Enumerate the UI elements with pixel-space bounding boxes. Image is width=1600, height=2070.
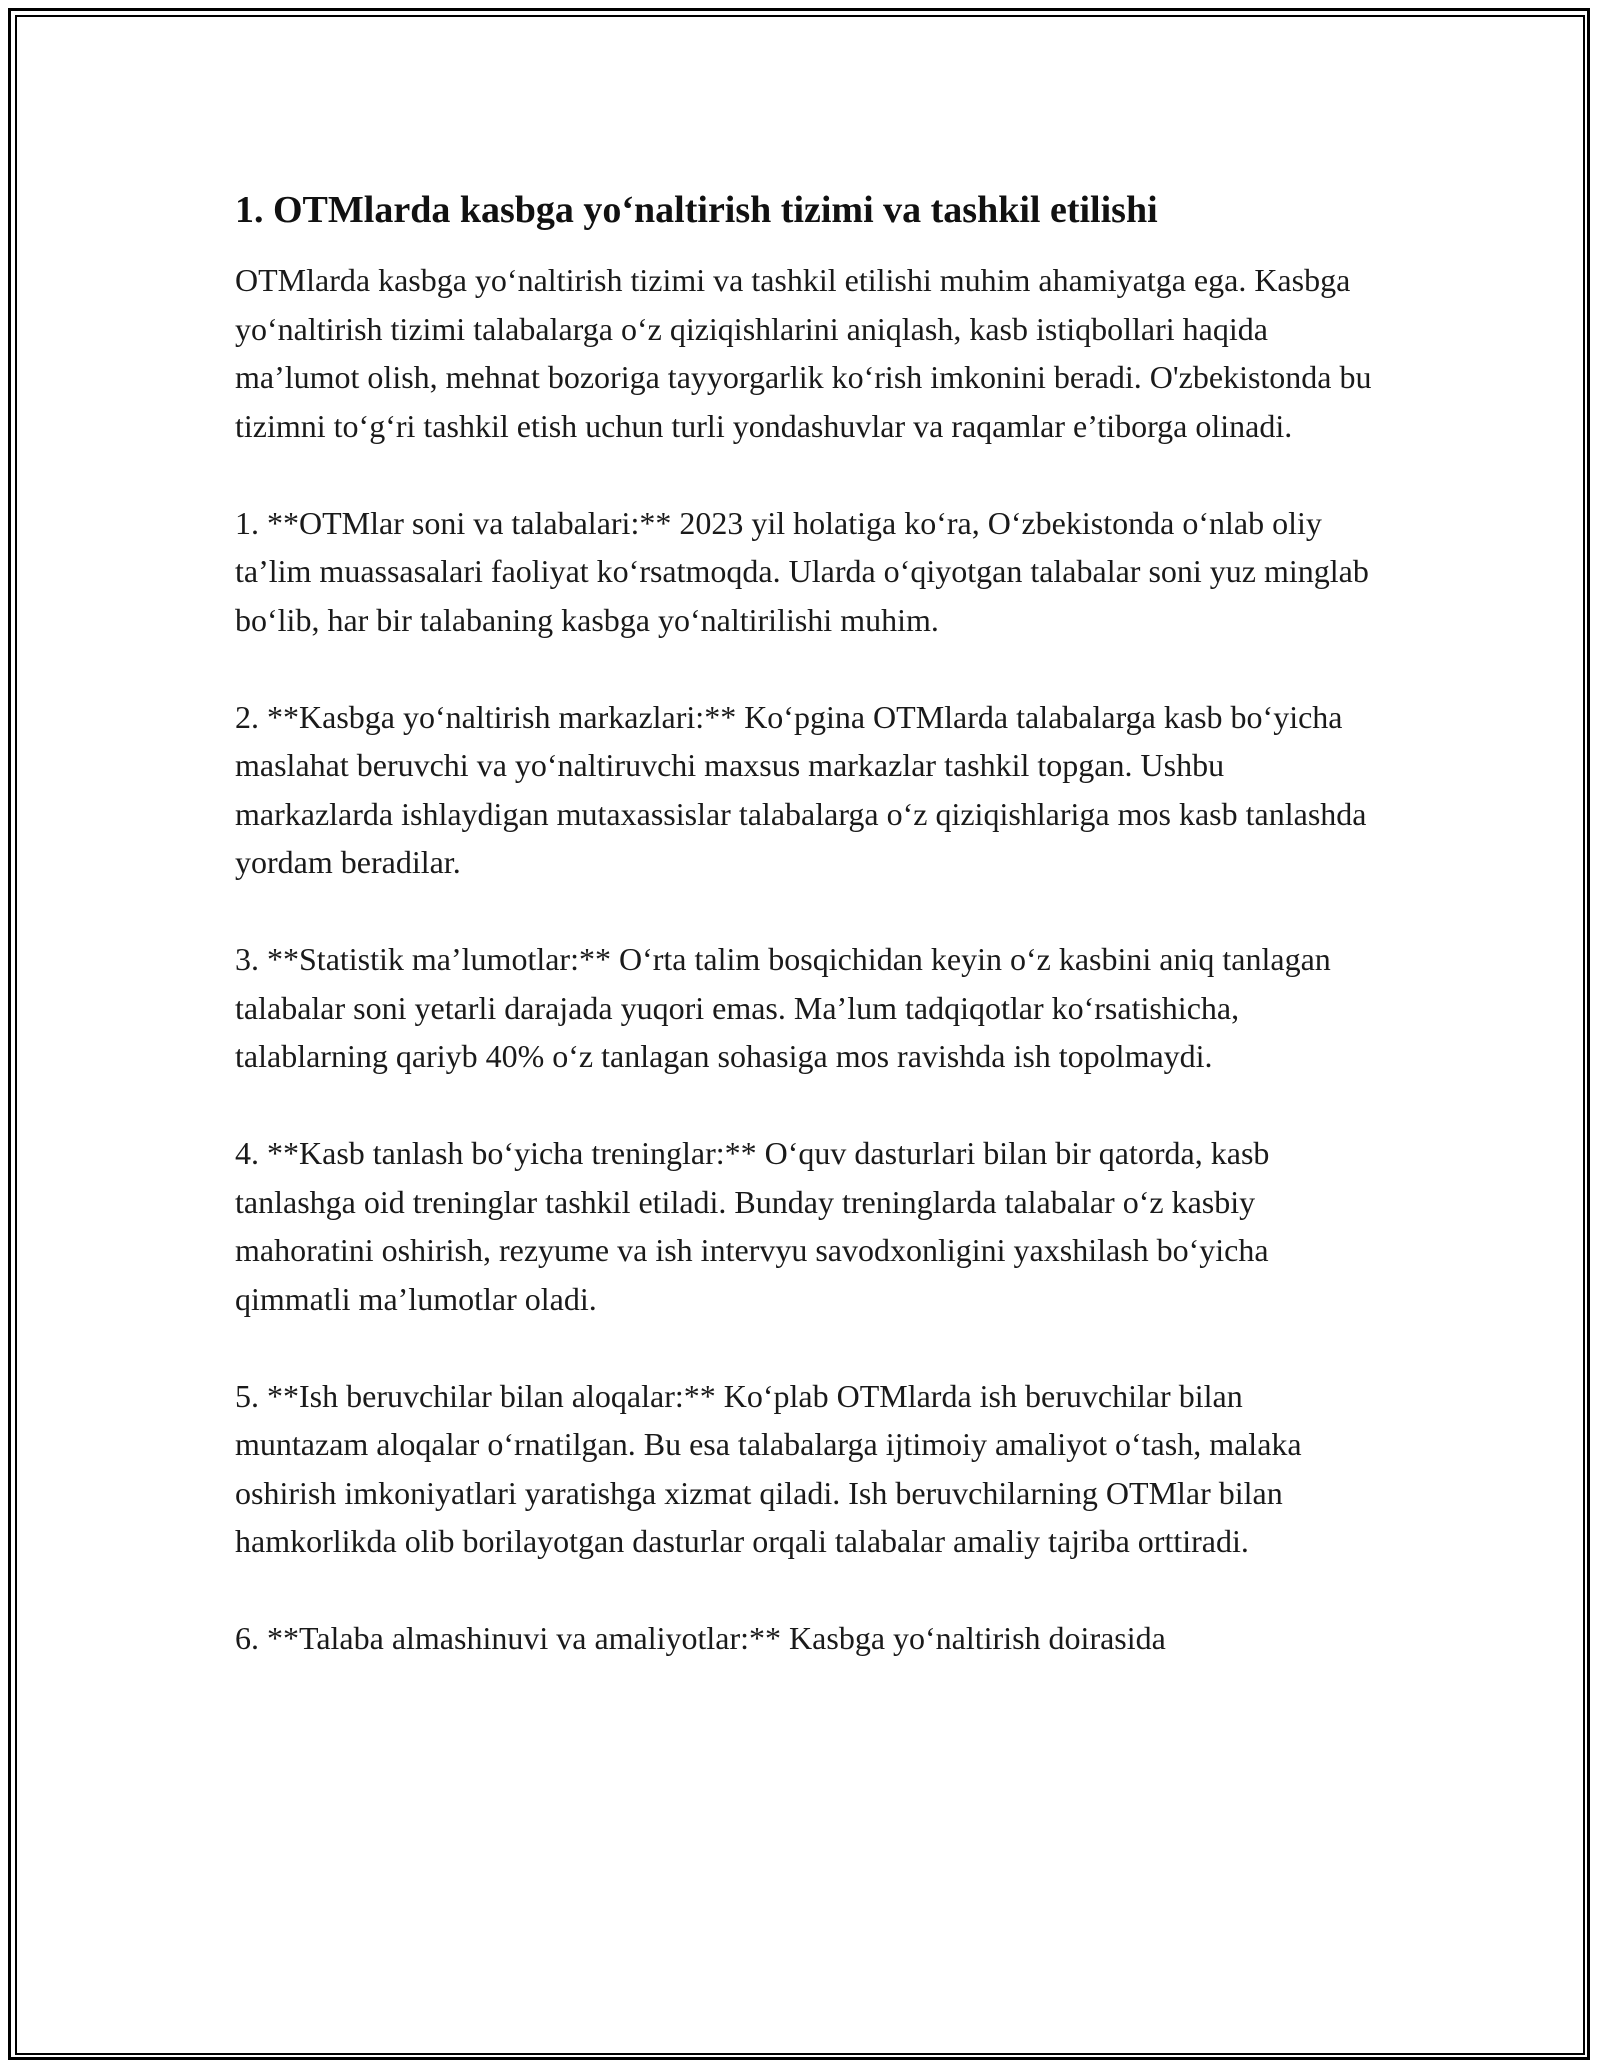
list-item-guidance-centers: 2. **Kasbga yo‘naltirish markazlari:** Ko‘pgina OTMlarda talabalarga kasb bo‘yicha maslahat beruvchi va yo‘naltiruvchi maxsus markazlar tashkil topgan. Ushbu markazlarda ishlaydigan mutaxassislar talabalarga o‘z qiziqishlariga mos kasb tanlashda yordam beradilar. [235,698,1367,880]
list-item-otm-count: 1. **OTMlar soni va talabalari:** 2023 yil holatiga ko‘ra, O‘zbekistonda o‘nlab oliy ta’lim muassasalari faoliyat ko‘rsatmoqda. Ularda o‘qiyotgan talabalar soni yuz minglab bo‘lib, har bir talabaning kasbga yo‘naltirilishi muhim. [235,504,1369,638]
list-item-student-exchange: 6. **Talaba almashinuvi va amaliyotlar:** Kasbga yo‘naltirish doirasida [235,1620,1166,1656]
document-body [235,186,1375,1711]
list-item-statistics: 3. **Statistik ma’lumotlar:** O‘rta talim bosqichidan keyin o‘z kasbini aniq tanlagan talabalar soni yetarli darajada yuqori emas. Ma’lum tadqiqotlar ko‘rsatishicha, talablarning qariyb 40% o‘z tanlagan sohasiga mos ravishda ish topolmaydi. [235,941,1331,1074]
list-item-employer-relations: 5. **Ish beruvchilar bilan aloqalar:** Ko‘plab OTMlarda ish beruvchilar bilan muntazam aloqalar o‘rnatilgan. Bu esa talabalarga ijtimoiy amaliyot o‘tash, malaka oshirish imkoniyatlari yaratishga xizmat qiladi. Ish beruvchilarning OTMlar bilan hamkorlikda olib borilayotgan dasturlar orqali talabalar amaliy tajriba orttiradi. [235,1377,1302,1559]
list-item-trainings: 4. **Kasb tanlash bo‘yicha treninglar:** O‘quv dasturlari bilan bir qatorda, kasb tanlashga oid treninglar tashkil etiladi. Bunday treninglarda talabalar o‘z kasbiy mahoratini oshirish, rezyume va ish intervyu savodxonligini yaxshilash bo‘yicha qimmatli ma’lumotlar oladi. [235,1135,1270,1317]
section-heading: 1. OTMlarda kasbga yo‘naltirish tizimi va tashkil etilishi [235,189,1158,231]
intro-paragraph: OTMlarda kasbga yo‘naltirish tizimi va tashkil etilishi muhim ahamiyatga ega. Kasbga yo‘naltirish tizimi talabalarga o‘z qiziqishlarini aniqlash, kasb istiqbollari haqida ma’lumot olish, mehnat bozoriga tayyorgarlik ko‘rish imkonini beradi. O'zbekistonda bu tizimni to‘g‘ri tashkil etish uchun turli yondashuvlar va raqamlar e’tiborga olinadi. [235,262,1372,444]
